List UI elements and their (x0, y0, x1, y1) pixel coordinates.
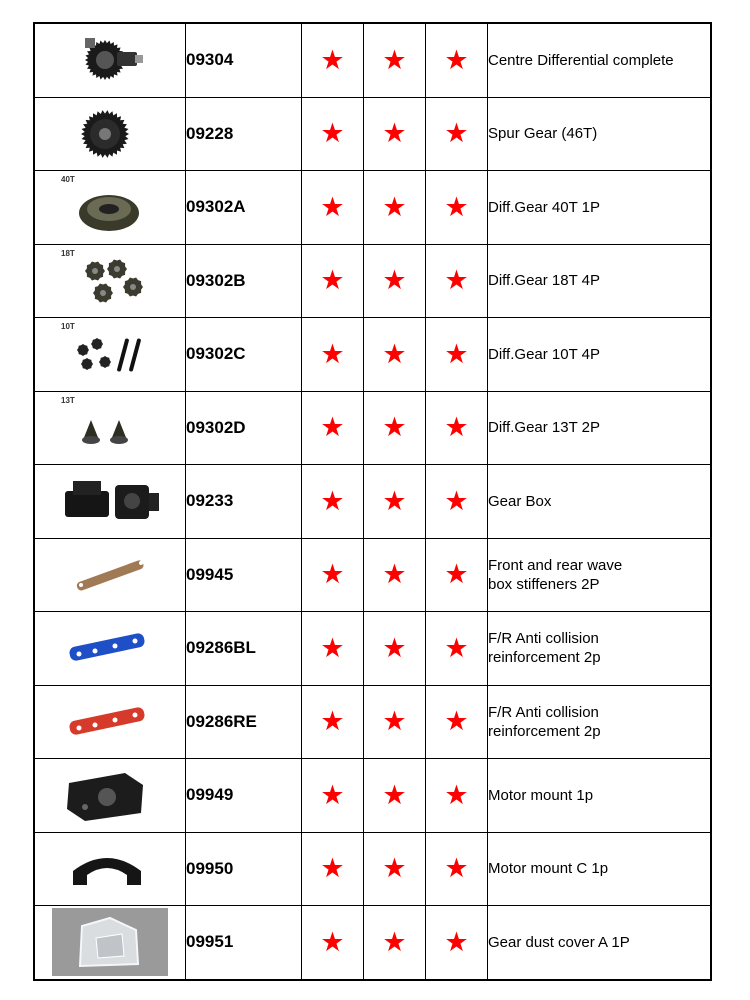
part-image (55, 100, 165, 168)
part-description (488, 244, 712, 318)
table-row (34, 685, 711, 759)
part-description (488, 465, 712, 539)
star-cell (302, 97, 364, 171)
part-description (488, 612, 712, 686)
star-icon: ★ (320, 926, 345, 957)
star-cell (426, 244, 488, 318)
part-code: 09302B (186, 244, 302, 318)
table-row (34, 244, 711, 318)
star-cell (302, 759, 364, 833)
description-line: reinforcement 2p (488, 722, 601, 740)
table-row (34, 391, 711, 465)
description-line: F/R Anti collision (488, 630, 599, 648)
star-icon: ★ (444, 44, 469, 75)
part-image-cell (34, 97, 186, 171)
part-image (55, 173, 165, 241)
star-icon: ★ (320, 853, 345, 884)
star-icon: ★ (444, 338, 469, 369)
table-row (34, 171, 711, 245)
star-cell (364, 97, 426, 171)
description-line: Gear dust cover A 1P (488, 933, 630, 951)
star-cell (426, 612, 488, 686)
part-image (55, 761, 165, 829)
part-image (55, 835, 165, 903)
part-image-cell (34, 906, 186, 980)
star-cell (426, 465, 488, 539)
table-row (34, 318, 711, 392)
star-icon: ★ (444, 632, 469, 663)
star-icon: ★ (320, 706, 345, 737)
star-icon: ★ (444, 191, 469, 222)
star-icon: ★ (382, 926, 407, 957)
table-row (34, 23, 711, 97)
star-cell (302, 391, 364, 465)
part-code: 09302D (186, 391, 302, 465)
part-image-cell (34, 171, 186, 245)
description-line: reinforcement 2p (488, 649, 601, 667)
star-icon: ★ (320, 265, 345, 296)
star-icon: ★ (444, 779, 469, 810)
part-image-cell (34, 244, 186, 318)
part-image (55, 467, 165, 535)
star-icon: ★ (444, 412, 469, 443)
star-cell (426, 759, 488, 833)
star-icon: ★ (320, 559, 345, 590)
star-icon: ★ (320, 632, 345, 663)
part-code: 09233 (186, 465, 302, 539)
part-description (488, 97, 712, 171)
part-code: 09286BL (186, 612, 302, 686)
part-image-cell (34, 759, 186, 833)
description-line: Diff.Gear 40T 1P (488, 198, 601, 216)
part-description (488, 171, 712, 245)
star-icon: ★ (444, 265, 469, 296)
part-image-label: 40T (61, 175, 75, 185)
star-cell (364, 906, 426, 980)
part-image (55, 541, 165, 609)
star-icon: ★ (444, 559, 469, 590)
star-icon: ★ (382, 632, 407, 663)
star-icon: ★ (382, 559, 407, 590)
star-icon: ★ (444, 485, 469, 516)
part-code: 09950 (186, 832, 302, 906)
description-line: Motor mount C 1p (488, 860, 609, 878)
star-cell (364, 23, 426, 97)
part-code: 09286RE (186, 685, 302, 759)
description-line: box stiffeners 2P (488, 575, 600, 593)
star-icon: ★ (320, 191, 345, 222)
part-image-label: 13T (61, 395, 75, 405)
star-cell (426, 538, 488, 612)
part-code: 09228 (186, 97, 302, 171)
description-line: Diff.Gear 13T 2P (488, 419, 601, 437)
star-cell (302, 906, 364, 980)
star-cell (426, 832, 488, 906)
description-line: Diff.Gear 18T 4P (488, 272, 601, 290)
part-description (488, 538, 712, 612)
part-image-cell (34, 391, 186, 465)
star-icon: ★ (444, 118, 469, 149)
part-description (488, 685, 712, 759)
star-icon: ★ (382, 265, 407, 296)
part-image-label: 10T (61, 322, 75, 332)
table-row (34, 538, 711, 612)
parts-table (33, 22, 712, 981)
table-body (34, 23, 711, 980)
description-line: F/R Anti collision (488, 703, 599, 721)
star-cell (364, 391, 426, 465)
star-cell (302, 318, 364, 392)
star-cell (302, 538, 364, 612)
star-icon: ★ (444, 926, 469, 957)
part-description (488, 759, 712, 833)
star-cell (426, 97, 488, 171)
part-image-label: 18T (61, 248, 75, 258)
part-image-cell (34, 538, 186, 612)
part-image-cell (34, 23, 186, 97)
part-code: 09304 (186, 23, 302, 97)
star-cell (364, 318, 426, 392)
description-line: Gear Box (488, 492, 552, 510)
part-image (55, 688, 165, 756)
description-line: Diff.Gear 10T 4P (488, 345, 601, 363)
table-row (34, 612, 711, 686)
star-cell (364, 832, 426, 906)
star-icon: ★ (382, 338, 407, 369)
part-image (55, 320, 165, 388)
table-row (34, 906, 711, 980)
star-cell (302, 171, 364, 245)
part-description (488, 391, 712, 465)
part-description (488, 23, 712, 97)
table-row (34, 759, 711, 833)
part-image-cell (34, 465, 186, 539)
star-icon: ★ (382, 853, 407, 884)
star-cell (302, 244, 364, 318)
star-cell (426, 318, 488, 392)
part-image-cell (34, 685, 186, 759)
part-code: 09302A (186, 171, 302, 245)
description-line: Motor mount 1p (488, 786, 594, 804)
part-code: 09949 (186, 759, 302, 833)
star-cell (364, 612, 426, 686)
part-image (55, 614, 165, 682)
star-cell (302, 685, 364, 759)
table-row (34, 832, 711, 906)
star-cell (302, 465, 364, 539)
star-icon: ★ (444, 706, 469, 737)
star-cell (426, 685, 488, 759)
star-icon: ★ (382, 191, 407, 222)
star-icon: ★ (382, 485, 407, 516)
star-cell (364, 759, 426, 833)
star-cell (364, 685, 426, 759)
star-icon: ★ (320, 412, 345, 443)
star-cell (364, 244, 426, 318)
table-row (34, 97, 711, 171)
star-icon: ★ (382, 118, 407, 149)
star-icon: ★ (382, 706, 407, 737)
part-image (52, 908, 168, 976)
star-cell (426, 391, 488, 465)
star-cell (426, 906, 488, 980)
star-cell (364, 171, 426, 245)
star-cell (364, 538, 426, 612)
part-description (488, 832, 712, 906)
description-line: Front and rear wave (488, 556, 623, 574)
star-icon: ★ (382, 44, 407, 75)
table-row (34, 465, 711, 539)
part-image-cell (34, 612, 186, 686)
part-image (55, 247, 165, 315)
part-code: 09302C (186, 318, 302, 392)
star-icon: ★ (444, 853, 469, 884)
star-icon: ★ (320, 779, 345, 810)
part-description (488, 318, 712, 392)
part-image (55, 394, 165, 462)
star-cell (426, 23, 488, 97)
part-image-cell (34, 318, 186, 392)
part-image-cell (34, 832, 186, 906)
description-line: Centre Differential complete (488, 51, 674, 69)
star-cell (364, 465, 426, 539)
star-icon: ★ (320, 44, 345, 75)
part-description (488, 906, 712, 980)
star-icon: ★ (382, 412, 407, 443)
part-image (55, 26, 165, 94)
star-icon: ★ (320, 485, 345, 516)
description-line: Spur Gear (46T) (488, 125, 598, 143)
star-cell (302, 23, 364, 97)
part-code: 09945 (186, 538, 302, 612)
star-cell (426, 171, 488, 245)
star-cell (302, 832, 364, 906)
part-code: 09951 (186, 906, 302, 980)
star-icon: ★ (320, 338, 345, 369)
star-icon: ★ (382, 779, 407, 810)
star-cell (302, 612, 364, 686)
star-icon: ★ (320, 118, 345, 149)
